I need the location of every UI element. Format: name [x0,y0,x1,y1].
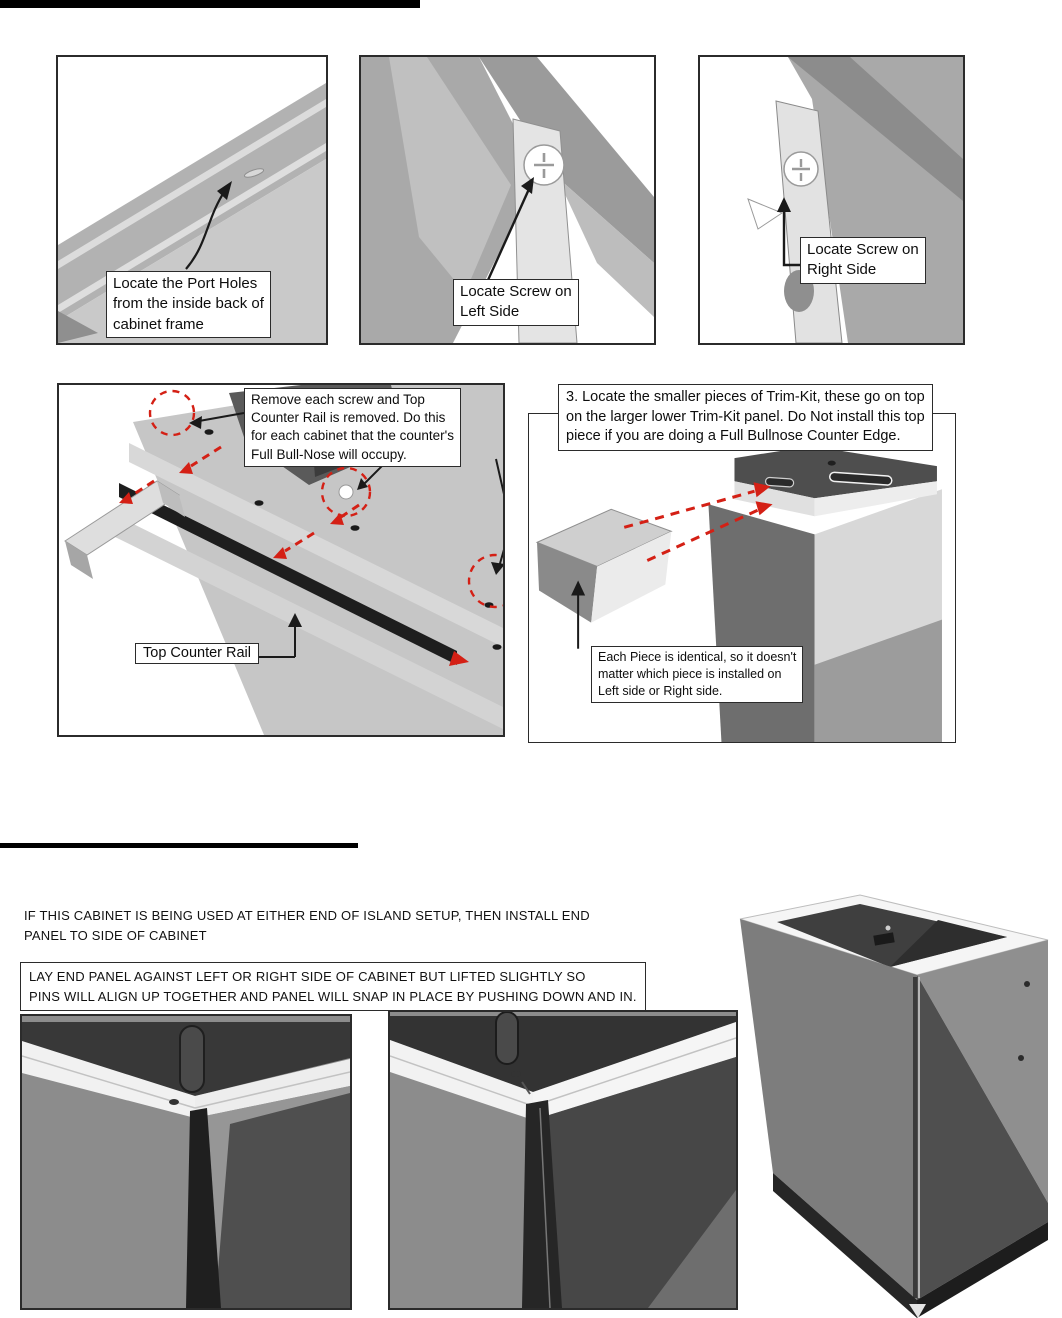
end-panel-intro [24,906,590,945]
section-divider [0,843,358,848]
panel-screw-left [359,55,656,345]
panel-port-holes [56,55,328,345]
instruction-line: PINS WILL ALIGN UP TOGETHER AND PANEL WILL SNAP IN PLACE BY PUSHING DOWN AND IN. [29,988,637,1004]
note-line: Full Bull-Nose will occupy. [251,446,407,462]
trim-kit-instruction [558,384,933,451]
callout-line: cabinet frame [113,315,204,333]
instruction-line: 3. Locate the smaller pieces of Trim-Kit, these go on top [566,389,925,405]
top-counter-rail-label [135,643,259,664]
image-cabinet [738,892,1062,1318]
callout-line: Locate Screw on [807,241,919,258]
intro-line: IF THIS CABINET IS BEING USED AT EITHER END OF ISLAND SETUP, THEN INSTALL END [24,908,590,923]
note-line: Remove each screw and Top [251,392,425,407]
instruction-line: on the larger lower Trim-Kit panel. Do Not install this top [566,408,925,425]
screw-icon [524,145,564,185]
counter-rail-note [244,388,461,467]
note-line: Left side or Right side. [598,683,723,698]
cabinet-illustration [738,892,1062,1318]
image-corner-detail-2 [388,1010,738,1310]
note-line: Counter Rail is removed. Do this [251,410,446,426]
screw-right-illustration [700,57,963,343]
callout-line: Left Side [460,303,520,321]
callout-line: Right Side [807,261,877,279]
corner-detail-2-illustration [390,1012,736,1308]
callout-line: from the inside back of [113,295,264,313]
note-line: Each Piece is identical, so it doesn't [598,650,797,664]
label-text: Top Counter Rail [143,645,251,661]
screw-icon [784,152,818,186]
callout-screw-right [800,237,926,284]
callout-line: Locate Screw on [460,283,572,300]
note-line: for each cabinet that the counter's [251,428,454,444]
panel-counter-rail [57,383,505,737]
image-corner-detail-1 [20,1014,352,1310]
title-redaction-bar [0,0,420,8]
callout-port-holes [106,271,271,338]
end-panel-instruction [20,962,646,1011]
callout-screw-left [453,279,579,326]
instruction-line: LAY END PANEL AGAINST LEFT OR RIGHT SIDE OF CABINET BUT LIFTED SLIGHTLY SO [29,969,586,984]
instruction-line: piece if you are doing a Full Bullnose Counter Edge. [566,428,901,445]
panel-screw-right [698,55,965,345]
panel-trim-kit [528,413,956,743]
intro-line: PANEL TO SIDE OF CABINET [24,927,207,943]
corner-detail-1-illustration [22,1016,350,1308]
callout-line: Locate the Port Holes [113,275,258,292]
note-line: matter which piece is installed on [598,666,782,681]
trim-kit-note [591,646,803,703]
